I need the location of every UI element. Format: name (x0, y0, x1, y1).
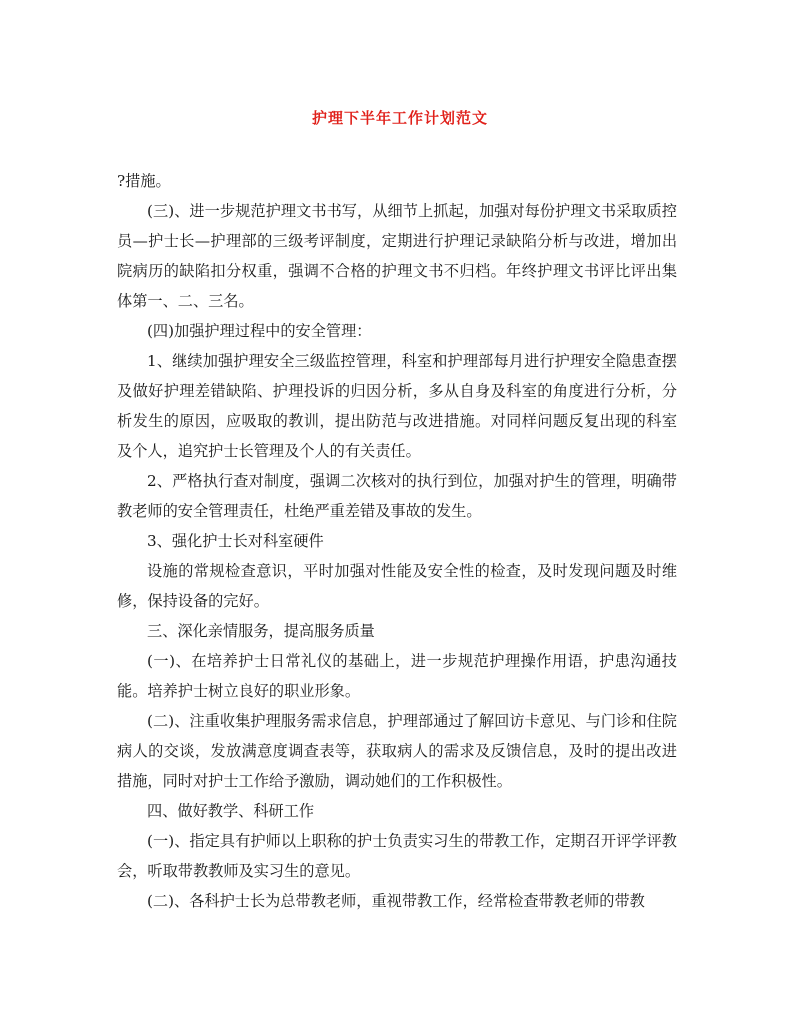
paragraph: (四)加强护理过程中的安全管理： (147, 322, 372, 340)
paragraph: 3、强化护士长对科室硬件 (147, 532, 324, 550)
paragraph: 三、深化亲情服务，提高服务质量 (147, 622, 375, 640)
paragraph: 2、严格执行查对制度，强调二次核对的执行到位，加强对护生的管理，明确带教老师的安全管理责任，杜绝严重差错及事故的发生。 (117, 472, 677, 520)
paragraph: (三)、进一步规范护理文书书写，从细节上抓起，加强对每份护理文书采取质控员—护士长—护理部的三级考评制度，定期进行护理记录缺陷分析与改进，增加出院病历的缺陷扣分权重，强调不合格的护理文书不归档。年终护理文书评比评出集体第一、二、三名。 (117, 202, 677, 310)
paragraph: ?措施。 (117, 172, 171, 190)
paragraph: 四、做好教学、科研工作 (147, 802, 315, 820)
paragraph: (一)、指定具有护师以上职称的护士负责实习生的带教工作，定期召开评学评教会，听取带教教师及实习生的意见。 (117, 832, 677, 880)
document-title: 护理下半年工作计划范文 (311, 109, 488, 127)
paragraph: (二)、各科护士长为总带教老师，重视带教工作，经常检查带教老师的带教 (147, 892, 645, 910)
document-body (117, 166, 677, 916)
paragraph: (二)、注重收集护理服务需求信息，护理部通过了解回访卡意见、与门诊和住院病人的交谈，发放满意度调查表等，获取病人的需求及反馈信息，及时的提出改进措施，同时对护士工作给予激励，调动她们的工作积极性。 (117, 712, 677, 790)
paragraph: 1、继续加强护理安全三级监控管理，科室和护理部每月进行护理安全隐患查摆及做好护理差错缺陷、护理投诉的归因分析，多从自身及科室的角度进行分析，分析发生的原因，应吸取的教训，提出防范与改进措施。对同样问题反复出现的科室及个人，追究护士长管理及个人的有关责任。 (117, 352, 677, 460)
paragraph: 设施的常规检查意识，平时加强对性能及安全性的检查，及时发现问题及时维修，保持设备的完好。 (117, 562, 677, 610)
paragraph: (一)、在培养护士日常礼仪的基础上，进一步规范护理操作用语，护患沟通技能。培养护士树立良好的职业形象。 (117, 652, 677, 700)
